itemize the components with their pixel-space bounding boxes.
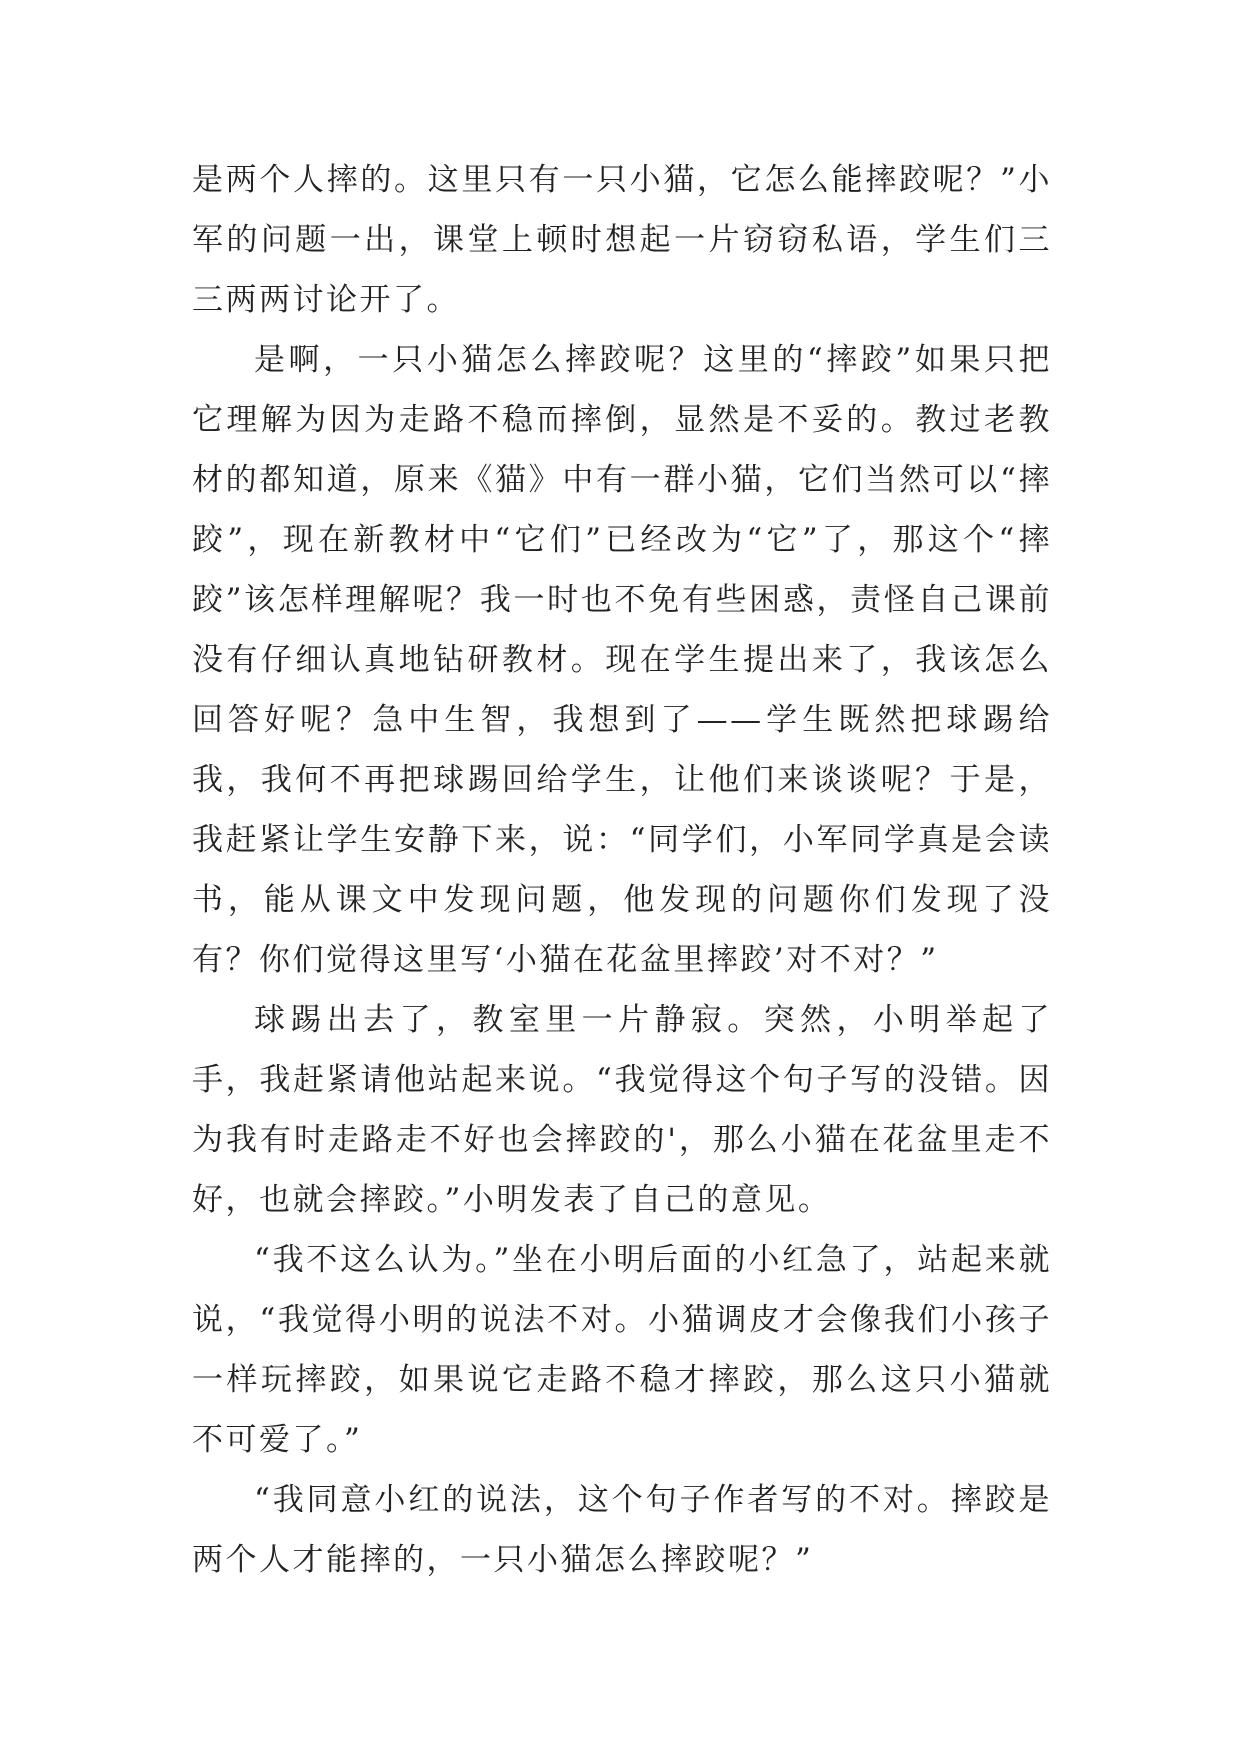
document-body: [192, 150, 1052, 1590]
paragraph-3: 球踢出去了，教室里一片静寂。突然，小明举起了手，我赶紧请他站起来说。“我觉得这个句子写的没错。因为我有时走路走不好也会摔跤的'，那么小猫在花盆里走不好，也就会摔跤。”小明发表了自己的意见。: [192, 1002, 1052, 1218]
paragraph-2: 是啊，一只小猫怎么摔跤呢？这里的“摔跤”如果只把它理解为因为走路不稳而摔倒，显然是不妥的。教过老教材的都知道，原来《猫》中有一群小猫，它们当然可以“摔跤”，现在新教材中“它们”已经改为“它”了，那这个“摔跤”该怎样理解呢？我一时也不免有些困惑，责怪自己课前没有仔细认真地钻研教材。现在学生提出来了，我该怎么回答好呢？急中生智，我想到了——学生既然把球踢给我，我何不再把球踢回给学生，让他们来谈谈呢？于是，我赶紧让学生安静下来，说：“同学们，小军同学真是会读书，能从课文中发现问题，他发现的问题你们发现了没有？你们觉得这里写‘小猫在花盆里摔跤’对不对？”: [192, 342, 1052, 978]
paragraph-5: “我同意小红的说法，这个句子作者写的不对。摔跤是两个人才能摔的，一只小猫怎么摔跤呢？”: [192, 1482, 1052, 1578]
paragraph-4: “我不这么认为。”坐在小明后面的小红急了，站起来就说，“我觉得小明的说法不对。小猫调皮才会像我们小孩子一样玩摔跤，如果说它走路不稳才摔跤，那么这只小猫就不可爱了。”: [192, 1242, 1052, 1458]
paragraph-1: 是两个人摔的。这里只有一只小猫，它怎么能摔跤呢？”小军的问题一出，课堂上顿时想起一片窃窃私语，学生们三三两两讨论开了。: [192, 162, 1052, 318]
